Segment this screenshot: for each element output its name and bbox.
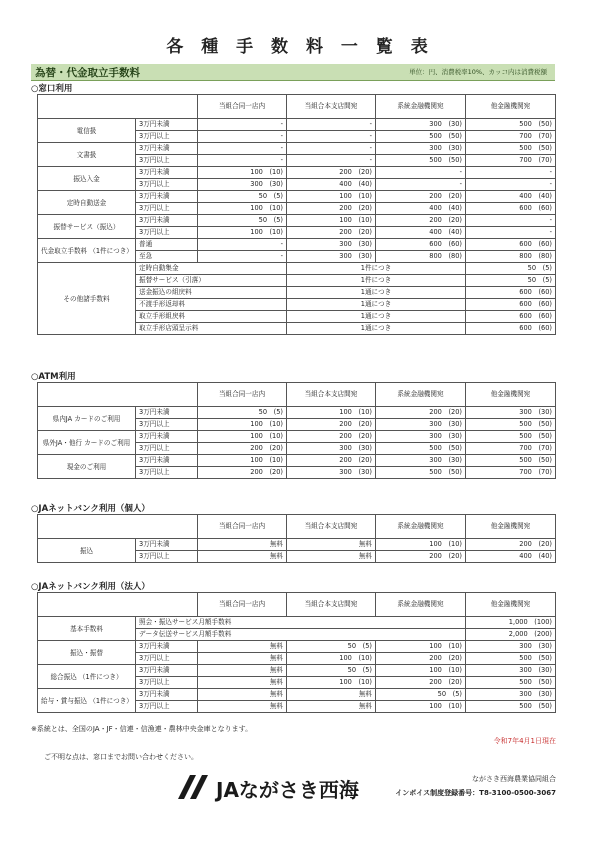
page-title: 各 種 手 数 料 一 覧 表 xyxy=(166,37,434,57)
fee-cell: 無料 xyxy=(198,701,287,713)
window-fee-table xyxy=(37,94,556,335)
fee-cell: 300 (30) xyxy=(287,443,376,455)
item-cell: 取立手形店頭呈示料 xyxy=(136,323,287,335)
fee-cell: 200 (20) xyxy=(287,227,376,239)
as-of-date: 令和7年4月1日現在 xyxy=(493,737,556,745)
fee-cell: 500 (50) xyxy=(466,701,556,713)
fee-cell: 300 (30) xyxy=(466,665,556,677)
header-row xyxy=(38,515,556,539)
column-header: 当組合本支店間宛 xyxy=(287,515,376,539)
table-row xyxy=(38,263,556,275)
fee-cell: 100 (10) xyxy=(376,539,466,551)
fee-cell: 無料 xyxy=(198,665,287,677)
table-row xyxy=(38,689,556,701)
table-row xyxy=(38,143,556,155)
unit-note: 単位：円、消費税率10%、カッコ内は消費税額 xyxy=(409,68,547,76)
column-header: 他金融機関宛 xyxy=(466,383,556,407)
fee-cell: 200 (20) xyxy=(466,539,556,551)
table-row xyxy=(38,665,556,677)
fee-cell: 300 (30) xyxy=(466,689,556,701)
fee-cell: 500 (50) xyxy=(376,131,466,143)
fee-cell: 500 (50) xyxy=(466,653,556,665)
fee-cell: 100 (10) xyxy=(287,653,376,665)
fee-cell: 700 (70) xyxy=(466,155,556,167)
fee-cell: 200 (20) xyxy=(376,407,466,419)
fee-cell: 100 (10) xyxy=(198,431,287,443)
logo-name: JAながさき西海 xyxy=(216,778,359,802)
category-cell: 振込 xyxy=(38,539,136,563)
netbank-personal-fee-table xyxy=(37,514,556,563)
fee-cell: 400 (40) xyxy=(466,191,556,203)
fee-cell: 50 (5) xyxy=(287,641,376,653)
category-cell: その他諸手数料 xyxy=(38,263,136,335)
condition-cell: 3万円以上 xyxy=(136,701,198,713)
fee-cell: - xyxy=(466,227,556,239)
netbank-corporate-fee-table xyxy=(37,592,556,713)
item-cell: 不渡手形返却料 xyxy=(136,299,287,311)
fee-cell: 200 (20) xyxy=(198,467,287,479)
organization-name: ながさき西海農業協同組合 xyxy=(472,775,556,783)
table-row xyxy=(38,617,556,629)
category-cell: 振込入金 xyxy=(38,167,136,191)
fee-cell: 300 (30) xyxy=(376,431,466,443)
fee-cell: 400 (40) xyxy=(376,203,466,215)
item-cell: 振替サービス（引落） xyxy=(136,275,287,287)
header-cell xyxy=(38,95,198,119)
fee-cell: - xyxy=(466,215,556,227)
fee-cell: 700 (70) xyxy=(466,131,556,143)
condition-cell: 3万円未満 xyxy=(136,665,198,677)
fee-cell: 50 (5) xyxy=(198,215,287,227)
fee-cell: - xyxy=(466,167,556,179)
condition-cell: 3万円未満 xyxy=(136,143,198,155)
fee-cell: 無料 xyxy=(287,689,376,701)
column-header: 当組合同一店内 xyxy=(198,95,287,119)
column-header: 系統金融機関宛 xyxy=(376,383,466,407)
condition-cell: 3万円以上 xyxy=(136,203,198,215)
category-cell: 基本手数料 xyxy=(38,617,136,641)
fee-cell: 100 (10) xyxy=(376,665,466,677)
header-row xyxy=(38,383,556,407)
footnote: ※系統とは、全国のJA・JF・信連・信漁連・農林中央金庫となります。 xyxy=(31,725,253,733)
fee-cell: 100 (10) xyxy=(376,641,466,653)
netbank-personal-heading: ○JAネットバンク利用（個人） xyxy=(31,504,150,514)
unit-cell: 1通につき xyxy=(287,323,466,335)
fee-cell: 無料 xyxy=(198,689,287,701)
fee-cell: 300 (30) xyxy=(287,467,376,479)
category-cell: 電信扱 xyxy=(38,119,136,143)
fee-cell: 500 (50) xyxy=(466,455,556,467)
fee-cell: 200 (20) xyxy=(376,551,466,563)
fee-cell: 無料 xyxy=(198,677,287,689)
header-cell xyxy=(38,515,198,539)
condition-cell: 3万円以上 xyxy=(136,551,198,563)
atm-heading: ○ATM利用 xyxy=(31,372,76,382)
fee-cell: 600 (60) xyxy=(466,323,556,335)
column-header: 系統金融機関宛 xyxy=(376,593,466,617)
condition-cell: 3万円以上 xyxy=(136,443,198,455)
table-row xyxy=(38,215,556,227)
fee-cell: 300 (30) xyxy=(198,179,287,191)
condition-cell: 3万円未満 xyxy=(136,539,198,551)
column-header: 当組合同一店内 xyxy=(198,593,287,617)
fee-cell: 50 (5) xyxy=(198,407,287,419)
fee-cell: 100 (10) xyxy=(198,203,287,215)
column-header: 他金融機関宛 xyxy=(466,515,556,539)
fee-cell: 800 (80) xyxy=(376,251,466,263)
unit-cell: 1通につき xyxy=(287,287,466,299)
fee-cell: 600 (60) xyxy=(466,299,556,311)
fee-cell: 無料 xyxy=(198,551,287,563)
table-row xyxy=(38,239,556,251)
fee-cell: 50 (5) xyxy=(287,665,376,677)
fee-cell: 200 (20) xyxy=(376,677,466,689)
fee-cell: 200 (20) xyxy=(287,419,376,431)
category-cell: 振替サービス（振込） xyxy=(38,215,136,239)
table-row xyxy=(38,119,556,131)
condition-cell: 3万円未満 xyxy=(136,191,198,203)
fee-cell: 100 (10) xyxy=(198,227,287,239)
fee-cell: 500 (50) xyxy=(376,443,466,455)
atm-fee-table xyxy=(37,382,556,479)
condition-cell: 3万円未満 xyxy=(136,407,198,419)
condition-cell: 3万円未満 xyxy=(136,455,198,467)
fee-cell: 200 (20) xyxy=(376,215,466,227)
fee-cell: 300 (30) xyxy=(376,455,466,467)
table-row xyxy=(38,455,556,467)
condition-cell: 3万円未満 xyxy=(136,689,198,701)
fee-cell: 無料 xyxy=(198,539,287,551)
header-cell xyxy=(38,593,198,617)
fee-cell: 300 (30) xyxy=(287,251,376,263)
item-cell: 照会・振込サービス月額手数料 xyxy=(136,617,466,629)
fee-cell: 400 (40) xyxy=(376,227,466,239)
table-row xyxy=(38,407,556,419)
fee-cell: 500 (50) xyxy=(466,119,556,131)
condition-cell: 3万円以上 xyxy=(136,131,198,143)
condition-cell: 3万円未満 xyxy=(136,215,198,227)
column-header: 当組合同一店内 xyxy=(198,383,287,407)
column-header: 他金融機関宛 xyxy=(466,593,556,617)
column-header: 当組合本支店間宛 xyxy=(287,95,376,119)
fee-cell: 無料 xyxy=(287,539,376,551)
fee-cell: 100 (10) xyxy=(198,455,287,467)
item-cell: データ伝送サービス月額手数料 xyxy=(136,629,466,641)
category-cell: 現金のご利用 xyxy=(38,455,136,479)
unit-cell: 1通につき xyxy=(287,299,466,311)
fee-cell: 無料 xyxy=(287,551,376,563)
condition-cell: 3万円以上 xyxy=(136,155,198,167)
condition-cell: 3万円未満 xyxy=(136,431,198,443)
fee-cell: 300 (30) xyxy=(376,419,466,431)
fee-cell: 50 (5) xyxy=(198,191,287,203)
fee-cell: 200 (20) xyxy=(287,203,376,215)
fee-cell: 300 (30) xyxy=(376,119,466,131)
fee-cell: - xyxy=(466,179,556,191)
unit-cell: 1件につき xyxy=(287,275,466,287)
fee-cell: - xyxy=(287,143,376,155)
header-cell xyxy=(38,383,198,407)
fee-cell: 100 (10) xyxy=(287,215,376,227)
fee-cell: 200 (20) xyxy=(376,191,466,203)
category-cell: 給与・賞与振込 （1件につき） xyxy=(38,689,136,713)
category-cell: 振込・振替 xyxy=(38,641,136,665)
fee-cell: 700 (70) xyxy=(466,443,556,455)
fee-cell: 無料 xyxy=(198,641,287,653)
ja-logo xyxy=(176,770,376,804)
item-cell: 取立手形組戻料 xyxy=(136,311,287,323)
category-cell: 県外JA・他行 カードのご利用 xyxy=(38,431,136,455)
category-cell: 県内JA カードのご利用 xyxy=(38,407,136,431)
table-row xyxy=(38,641,556,653)
window-heading: ○窓口利用 xyxy=(31,84,73,94)
condition-cell: 3万円以上 xyxy=(136,677,198,689)
fee-cell: - xyxy=(287,119,376,131)
table-row xyxy=(38,431,556,443)
fee-cell: 500 (50) xyxy=(466,419,556,431)
fee-cell: 600 (60) xyxy=(466,311,556,323)
table-row xyxy=(38,191,556,203)
item-cell: 定時自動集金 xyxy=(136,263,287,275)
fee-cell: - xyxy=(198,131,287,143)
header-row xyxy=(38,593,556,617)
fee-cell: 50 (5) xyxy=(466,275,556,287)
fee-cell: - xyxy=(376,179,466,191)
category-cell: 文書扱 xyxy=(38,143,136,167)
fee-cell: 300 (30) xyxy=(376,143,466,155)
fee-cell: 100 (10) xyxy=(198,419,287,431)
fee-cell: 600 (60) xyxy=(466,287,556,299)
item-cell: 送金振込の組戻料 xyxy=(136,287,287,299)
table-row xyxy=(38,167,556,179)
fee-cell: 100 (10) xyxy=(198,167,287,179)
fee-cell: - xyxy=(198,119,287,131)
fee-cell: 50 (5) xyxy=(376,689,466,701)
fee-cell: 200 (20) xyxy=(287,455,376,467)
fee-cell: 無料 xyxy=(287,701,376,713)
fee-cell: 無料 xyxy=(198,653,287,665)
fee-cell: 700 (70) xyxy=(466,467,556,479)
condition-cell: 3万円以上 xyxy=(136,179,198,191)
table-row xyxy=(38,539,556,551)
unit-cell: 1通につき xyxy=(287,311,466,323)
condition-cell: 3万円未満 xyxy=(136,167,198,179)
fee-cell: 600 (60) xyxy=(376,239,466,251)
category-cell: 代金取立手数料 （1件につき） xyxy=(38,239,136,263)
category-cell: 定時自動送金 xyxy=(38,191,136,215)
fee-cell: 500 (50) xyxy=(376,155,466,167)
fee-cell: 100 (10) xyxy=(287,677,376,689)
column-header: 系統金融機関宛 xyxy=(376,95,466,119)
fee-cell: 500 (50) xyxy=(376,467,466,479)
header-row xyxy=(38,95,556,119)
ja-mark-icon xyxy=(176,773,212,801)
fee-cell: - xyxy=(287,155,376,167)
condition-cell: 普通 xyxy=(136,239,198,251)
fee-cell: - xyxy=(376,167,466,179)
netbank-corporate-heading: ○JAネットバンク利用（法人） xyxy=(31,582,150,592)
column-header: 当組合本支店間宛 xyxy=(287,383,376,407)
fee-cell: 500 (50) xyxy=(466,431,556,443)
condition-cell: 3万円未満 xyxy=(136,641,198,653)
fee-cell: 600 (60) xyxy=(466,239,556,251)
fee-cell: 100 (10) xyxy=(287,407,376,419)
fee-cell: - xyxy=(198,239,287,251)
fee-cell: 100 (10) xyxy=(287,191,376,203)
fee-cell: 1,000 (100) xyxy=(466,617,556,629)
column-header: 系統金融機関宛 xyxy=(376,515,466,539)
fee-cell: 200 (20) xyxy=(287,167,376,179)
inquiry-note: ご不明な点は、窓口までお問い合わせください。 xyxy=(44,753,198,761)
category-cell: 総合振込 （1件につき） xyxy=(38,665,136,689)
fee-cell: 200 (20) xyxy=(376,653,466,665)
fee-cell: 2,000 (200) xyxy=(466,629,556,641)
condition-cell: 3万円以上 xyxy=(136,467,198,479)
condition-cell: 3万円以上 xyxy=(136,653,198,665)
fee-cell: - xyxy=(198,143,287,155)
fee-cell: 200 (20) xyxy=(287,431,376,443)
column-header: 当組合同一店内 xyxy=(198,515,287,539)
column-header: 他金融機関宛 xyxy=(466,95,556,119)
fee-cell: 600 (60) xyxy=(466,203,556,215)
condition-cell: 3万円以上 xyxy=(136,227,198,239)
fee-cell: 300 (30) xyxy=(466,641,556,653)
fee-cell: 400 (40) xyxy=(466,551,556,563)
fee-cell: - xyxy=(198,155,287,167)
banner-heading: 為替・代金取立手数料 xyxy=(35,67,140,79)
fee-cell: 300 (30) xyxy=(466,407,556,419)
fee-cell: 200 (20) xyxy=(198,443,287,455)
fee-cell: - xyxy=(198,251,287,263)
fee-cell: 800 (80) xyxy=(466,251,556,263)
invoice-registration-number: インボイス制度登録番号：T8-3100-0500-3067 xyxy=(395,789,556,797)
fee-cell: 100 (10) xyxy=(376,701,466,713)
unit-cell: 1件につき xyxy=(287,263,466,275)
fee-cell: 500 (50) xyxy=(466,143,556,155)
column-header: 当組合本支店間宛 xyxy=(287,593,376,617)
fee-cell: 300 (30) xyxy=(287,239,376,251)
fee-cell: 50 (5) xyxy=(466,263,556,275)
fee-cell: - xyxy=(287,131,376,143)
condition-cell: 3万円以上 xyxy=(136,419,198,431)
condition-cell: 3万円未満 xyxy=(136,119,198,131)
section-banner xyxy=(31,64,555,81)
fee-cell: 500 (50) xyxy=(466,677,556,689)
condition-cell: 至急 xyxy=(136,251,198,263)
fee-cell: 400 (40) xyxy=(287,179,376,191)
